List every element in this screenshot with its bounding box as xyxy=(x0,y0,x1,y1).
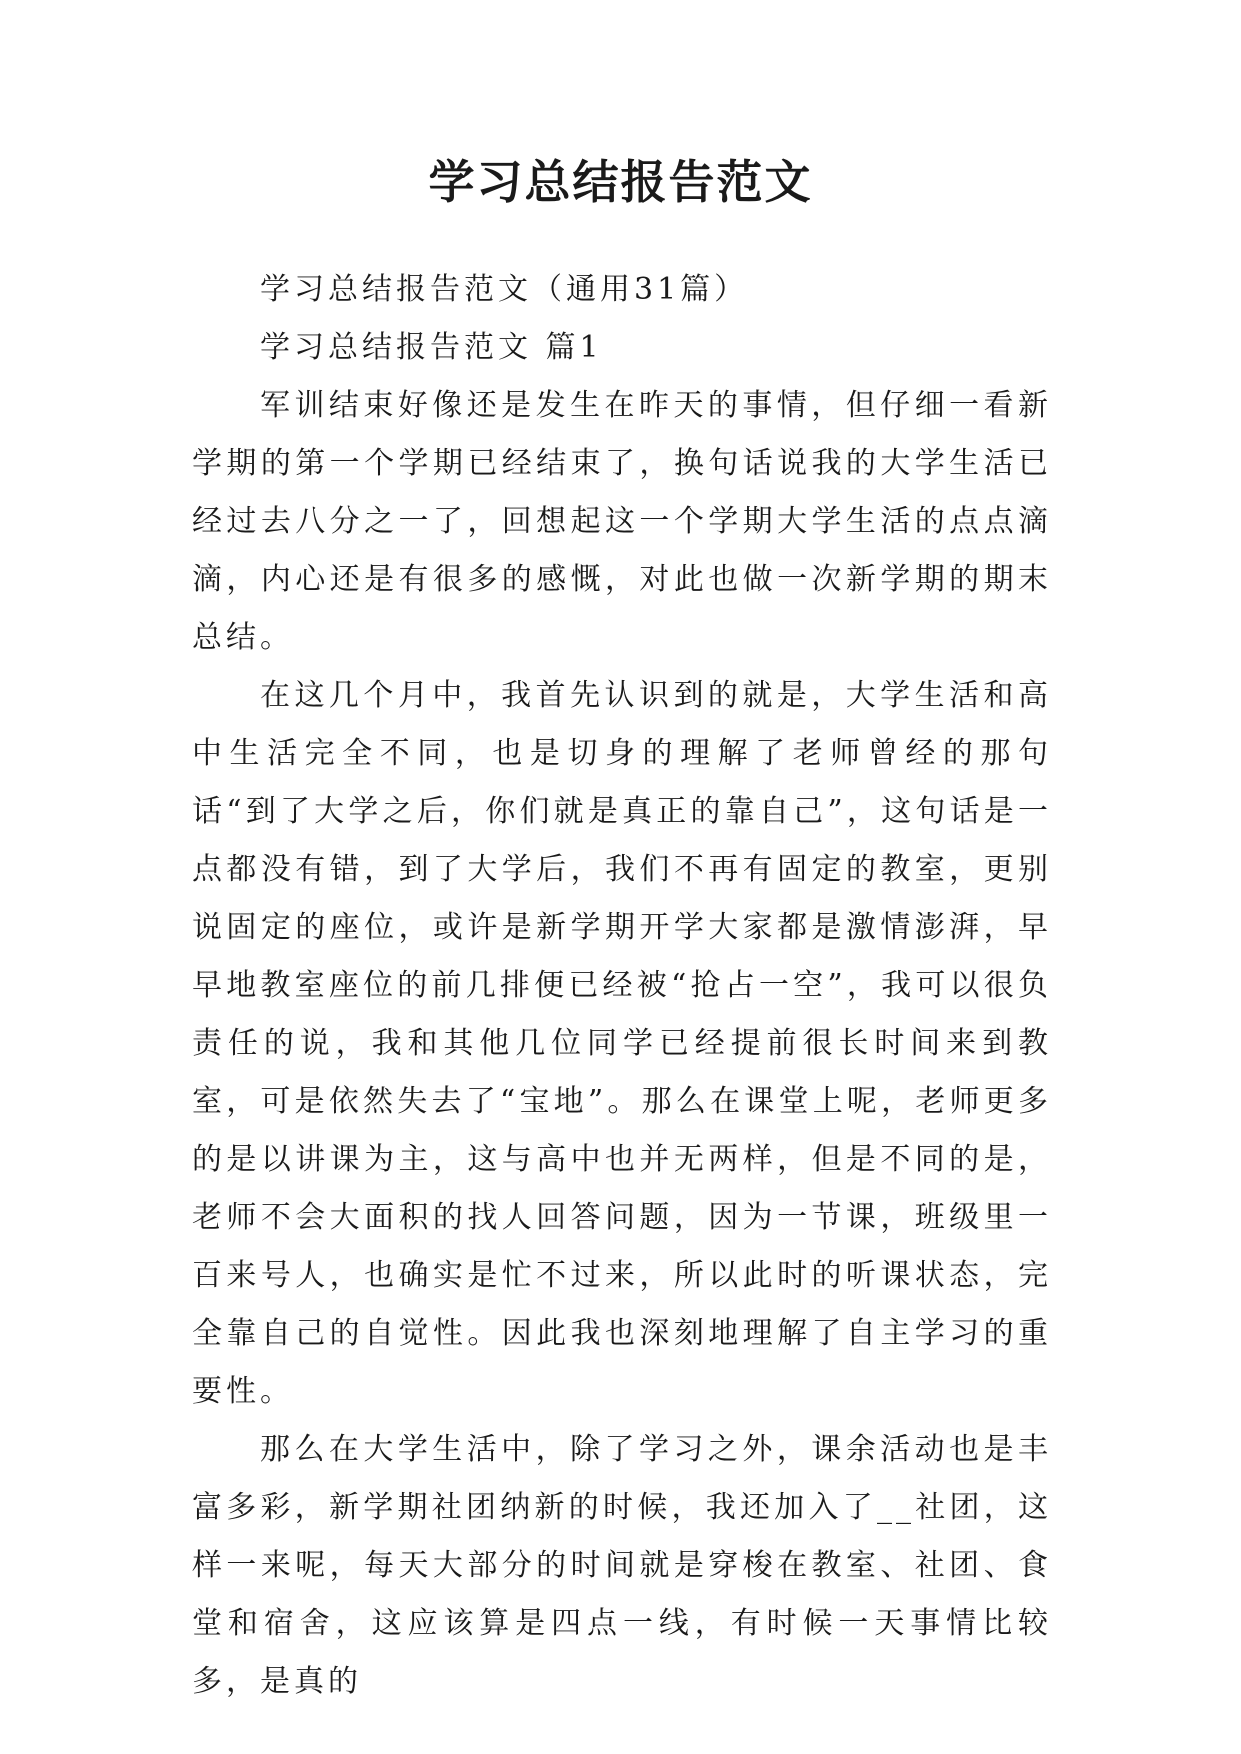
paragraph-1: 军训结束好像还是发生在昨天的事情，但仔细一看新学期的第一个学期已经结束了，换句话说我的大学生活已经过去八分之一了，回想起这一个学期大学生活的点点滴滴，内心还是有很多的感慨，对此也做一次新学期的期末总结。 xyxy=(192,388,1052,655)
section-heading: 学习总结报告范文 篇1 xyxy=(260,330,603,365)
document-body xyxy=(192,261,1052,1711)
paragraph-3: 那么在大学生活中，除了学习之外，课余活动也是丰富多彩，新学期社团纳新的时候，我还加入了__社团，这样一来呢，每天大部分的时间就是穿梭在教室、社团、食堂和宿舍，这应该算是四点一线，有时候一天事情比较多，是真的 xyxy=(192,1432,1052,1699)
document-subtitle: 学习总结报告范文（通用31篇） xyxy=(260,272,749,307)
paragraph-2: 在这几个月中，我首先认识到的就是，大学生活和高中生活完全不同，也是切身的理解了老师曾经的那句话“到了大学之后，你们就是真正的靠自己”，这句话是一点都没有错，到了大学后，我们不再有固定的教室，更别说固定的座位，或许是新学期开学大家都是激情澎湃，早早地教室座位的前几排便已经被“抢占一空”，我可以很负责任的说，我和其他几位同学已经提前很长时间来到教室，可是依然失去了“宝地”。那么在课堂上呢，老师更多的是以讲课为主，这与高中也并无两样，但是不同的是，老师不会大面积的找人回答问题，因为一节课，班级里一百来号人，也确实是忙不过来，所以此时的听课状态，完全靠自己的自觉性。因此我也深刻地理解了自主学习的重要性。 xyxy=(192,678,1052,1409)
document-title: 学习总结报告范文 xyxy=(428,155,813,209)
